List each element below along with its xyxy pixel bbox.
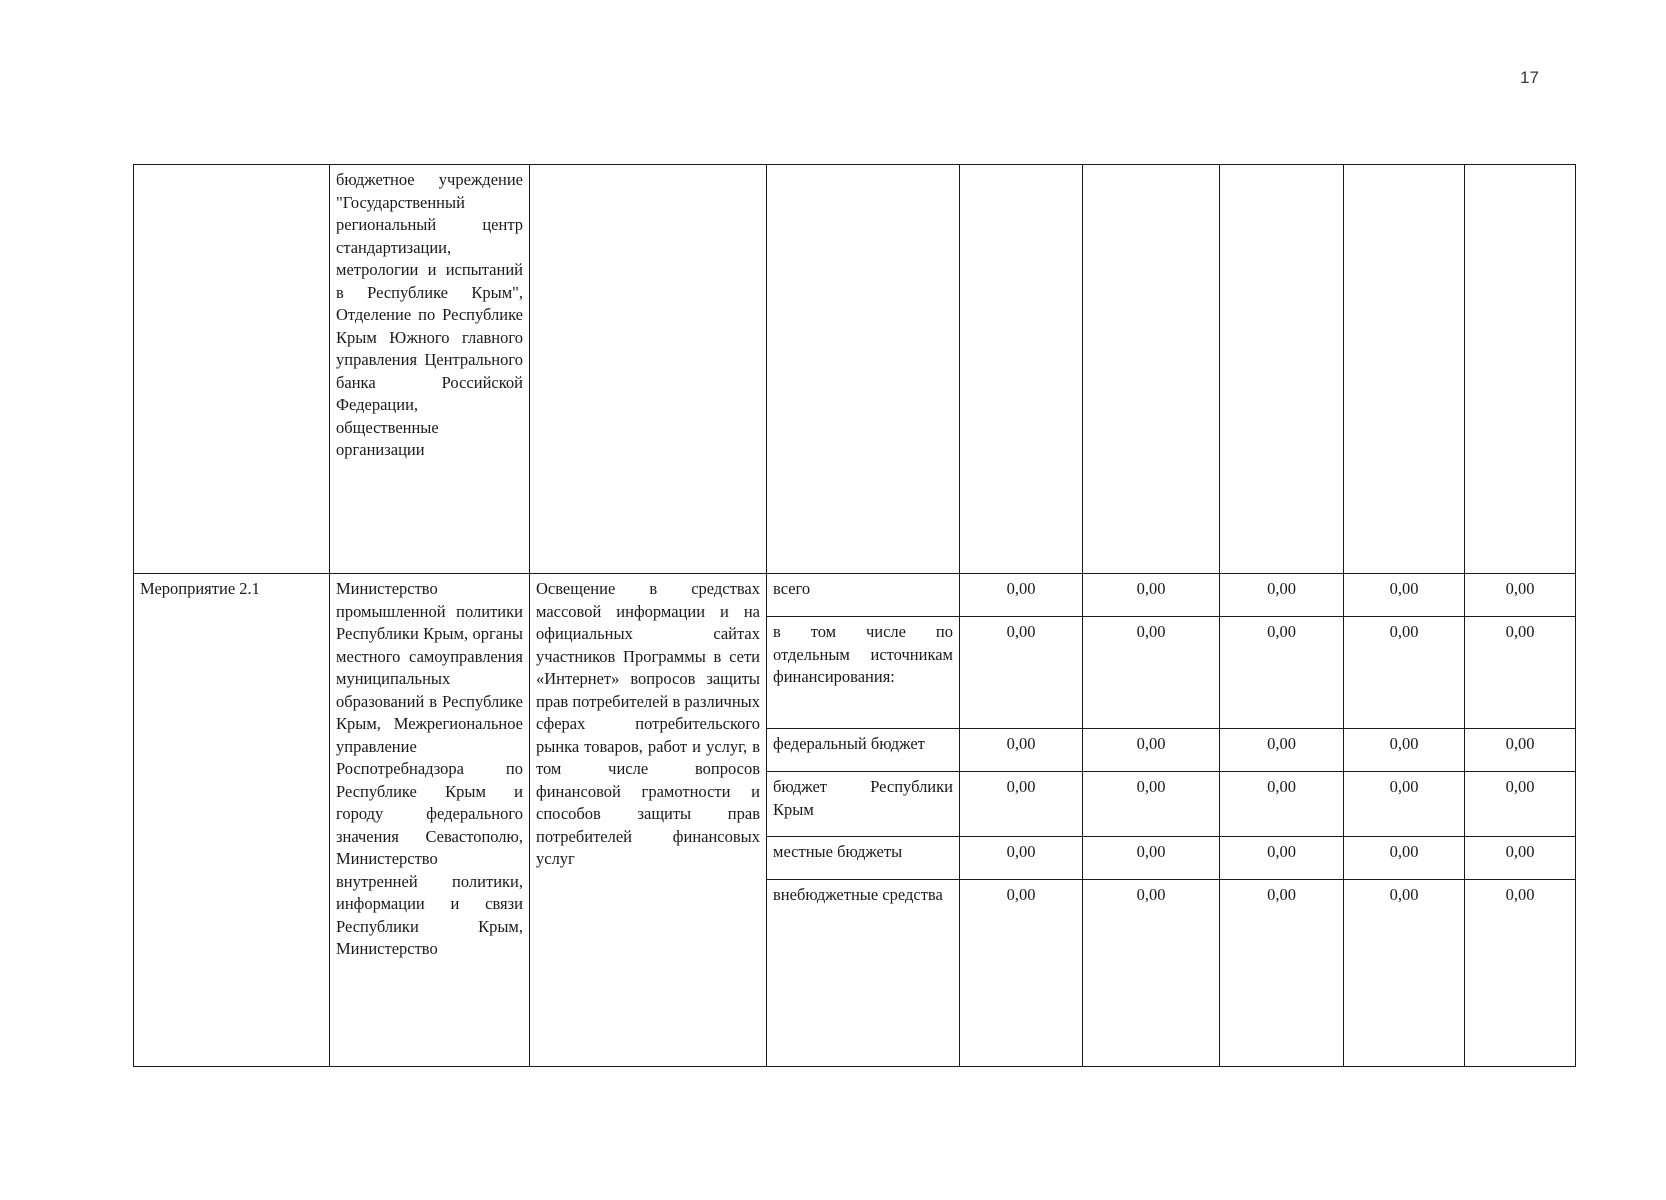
value-cell: 0,00	[1344, 772, 1465, 837]
source-label: всего	[767, 574, 960, 617]
value-cell: 0,00	[1083, 574, 1220, 617]
value-cell: 0,00	[1465, 574, 1576, 617]
value-cell: 0,00	[1220, 617, 1344, 729]
value-cell: 0,00	[1083, 729, 1220, 772]
value-cell-empty	[960, 165, 1083, 574]
value-cell-empty	[1083, 165, 1220, 574]
measure-name-cell: Мероприятие 2.1	[134, 574, 330, 1067]
value-cell: 0,00	[1083, 880, 1220, 1067]
source-label: местные бюджеты	[767, 837, 960, 880]
value-cell: 0,00	[1220, 880, 1344, 1067]
value-cell: 0,00	[1465, 837, 1576, 880]
value-cell: 0,00	[1344, 729, 1465, 772]
source-label: внебюджетные средства	[767, 880, 960, 1067]
value-cell: 0,00	[1465, 729, 1576, 772]
value-cell: 0,00	[1465, 880, 1576, 1067]
value-cell: 0,00	[1220, 772, 1344, 837]
value-cell: 0,00	[1083, 617, 1220, 729]
value-cell: 0,00	[1344, 880, 1465, 1067]
value-cell: 0,00	[960, 837, 1083, 880]
source-cell-empty	[767, 165, 960, 574]
value-cell: 0,00	[1220, 837, 1344, 880]
source-label: в том числе по отдельным источникам финансирования:	[767, 617, 960, 729]
value-cell: 0,00	[1344, 837, 1465, 880]
measure-name-cell-empty	[134, 165, 330, 574]
measure-description-cell: Освещение в средствах массовой информации и на официальных сайтах участников Программы в сети «Интернет» вопросов защиты прав потребителей в различных сферах потребительского рынка товаров, работ и услуг, в том числе вопросов финансовой грамотности и способов защиты прав потребителей финансовых услуг	[530, 574, 767, 1067]
value-cell-empty	[1220, 165, 1344, 574]
value-cell: 0,00	[960, 617, 1083, 729]
source-label: федеральный бюджет	[767, 729, 960, 772]
value-cell: 0,00	[960, 880, 1083, 1067]
value-cell: 0,00	[960, 729, 1083, 772]
table-row-continuation	[134, 165, 1576, 574]
value-cell: 0,00	[1465, 617, 1576, 729]
page-number: 17	[1520, 68, 1539, 87]
responsible-cell: бюджетное учреждение "Государственный региональный центр стандартизации, метрологии и испытаний в Республике Крым", Отделение по Республике Крым Южного главного управления Центрального банка Российской Федерации, общественные организации	[330, 165, 530, 574]
value-cell: 0,00	[1344, 617, 1465, 729]
measure-responsible-cell: Министерство промышленной политики Республики Крым, органы местного самоуправления муниципальных образований в Республике Крым, Межрегиональное управление Роспотребнадзора по Республике Крым и городу федерального значения Севастополю, Министерство внутренней политики, информации и связи Республики Крым, Министерство	[330, 574, 530, 1067]
description-cell-empty	[530, 165, 767, 574]
value-cell: 0,00	[1465, 772, 1576, 837]
value-cell-empty	[1465, 165, 1576, 574]
value-cell: 0,00	[960, 772, 1083, 837]
value-cell: 0,00	[960, 574, 1083, 617]
value-cell: 0,00	[1220, 574, 1344, 617]
source-label: бюджет Республики Крым	[767, 772, 960, 837]
value-cell: 0,00	[1220, 729, 1344, 772]
value-cell: 0,00	[1344, 574, 1465, 617]
funding-table	[133, 164, 1576, 1067]
value-cell-empty	[1344, 165, 1465, 574]
value-cell: 0,00	[1083, 837, 1220, 880]
value-cell: 0,00	[1083, 772, 1220, 837]
table-row-total	[134, 574, 1576, 617]
